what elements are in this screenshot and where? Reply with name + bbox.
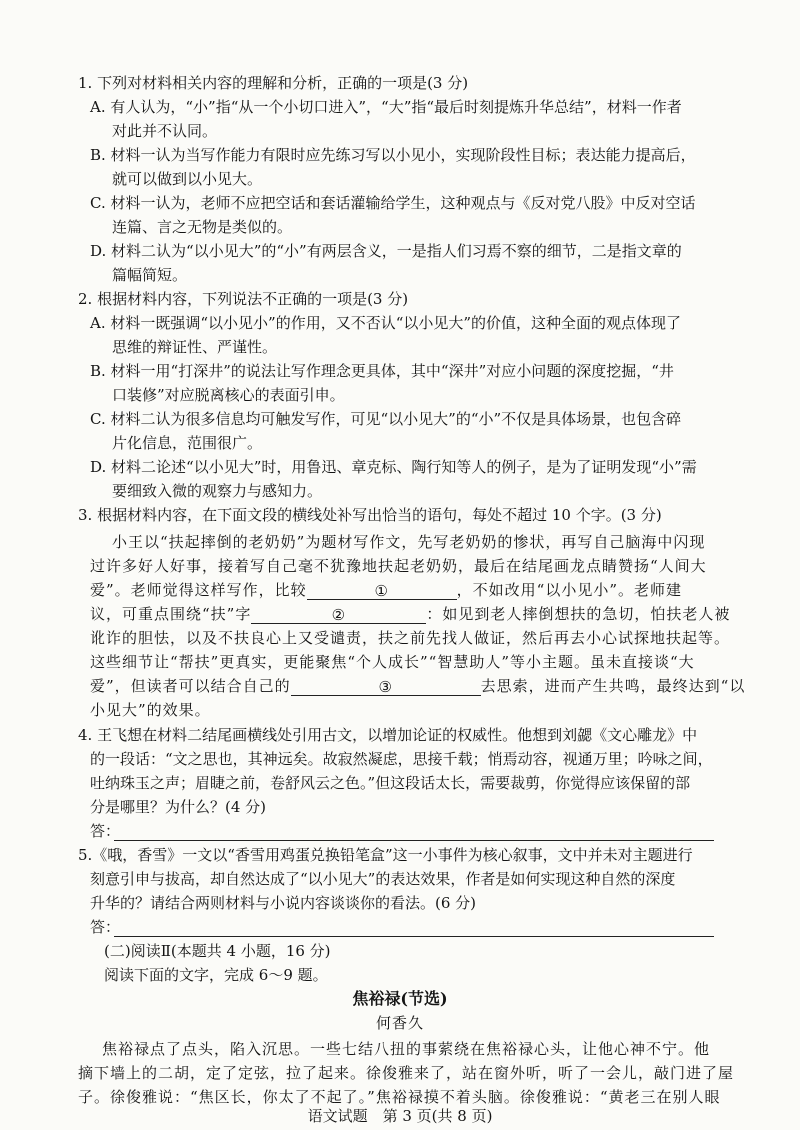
q1-stem: 1. 下列对材料相关内容的理解和分析，正确的一项是(3 分): [78, 74, 469, 92]
q5-line-1: 5.《哦，香雪》一文以“香雪用鸡蛋兑换铅笔盒”这一小事件为核心叙事，文中并未对主题进行: [78, 846, 693, 864]
q2-option-a-cont: 思维的辩证性、严谨性。: [112, 338, 278, 356]
section-heading: (二)阅读Ⅱ(本题共 4 小题，16 分): [104, 942, 331, 960]
q3-para-line-4: [90, 604, 730, 624]
passage-line-2: 摘下墙上的二胡，定了定弦，拉了起来。徐俊雅来了，站在窗外听，听了一会儿，敲门进了屋: [78, 1064, 735, 1082]
q3-para-line-6: 这些细节让“帮扶”更真实，更能聚焦“个人成长”“智慧助人”等小主题。虽未直接谈“大: [90, 653, 695, 671]
q4-answer-label: 答：: [90, 822, 121, 840]
passage-author: 何香久: [375, 1014, 424, 1032]
q2-option-a: A. 材料一既强调“以小见小”的作用，又不否认“以小见大”的价值，这种全面的观点体现了: [90, 314, 682, 332]
q1-option-d: D. 材料二认为“以小见大”的“小”有两层含义，一是指人们习焉不察的细节，二是指文章的: [90, 242, 682, 260]
q4-line-4: 分是哪里？为什么？(4 分): [90, 798, 267, 816]
q3-blank-2[interactable]: ②: [251, 605, 426, 624]
q5-line-3: 升华的？请结合两则材料与小说内容谈谈你的看法。(6 分): [90, 894, 477, 912]
q4-line-3: 吐纳珠玉之声；眉睫之前，卷舒风云之色。”但这段话太长，需要裁剪，你觉得应该保留的部: [90, 774, 691, 792]
q4-answer-line[interactable]: [114, 840, 714, 841]
q2-option-d: D. 材料二论述“以小见大”时，用鲁迅、章克标、陶行知等人的例子，是为了证明发现“小”需: [90, 458, 697, 476]
q3-para-line-7: [90, 676, 745, 696]
q2-option-b: B. 材料一用“打深井”的说法让写作理念更具体，其中“深井”对应小问题的深度挖掘，“井: [90, 362, 674, 380]
q3-line7-text-a: 爱”，但读者可以结合自己的: [90, 677, 291, 695]
section-instruction: 阅读下面的文字，完成 6～9 题。: [104, 966, 328, 984]
page-footer: 语文试题 第 3 页(共 8 页): [307, 1107, 493, 1125]
q5-answer-line[interactable]: [114, 936, 714, 937]
q3-para-line-3: [90, 580, 682, 600]
q3-para-line-2: 过许多好人好事，接着写自己毫不犹豫地扶起老奶奶，最后在结尾画龙点睛赞扬“人间大: [90, 557, 707, 575]
q2-option-c-cont: 片化信息，范围很广。: [112, 434, 263, 452]
passage-line-1: 焦裕禄点了点头，陷入沉思。一些七结八扭的事萦绕在焦裕禄心头，让他心神不宁。他: [102, 1040, 711, 1058]
q3-para-line-8: 小见大”的效果。: [90, 701, 211, 719]
q3-blank-3[interactable]: ③: [291, 677, 481, 696]
q3-para-line-5: 讹诈的胆怯，以及不扶良心上又受谴责，扶之前先找人做证，然后再去小心试探地扶起等。: [90, 629, 731, 647]
q5-line-2: 刻意引申与拔高，却自然达成了“以小见大”的表达效果，作者是如何实现这种自然的深度: [90, 870, 676, 888]
q3-line3-text-a: 爱”。老师觉得这样写作，比较: [90, 581, 307, 599]
q1-option-a-cont: 对此并不认同。: [112, 122, 218, 140]
q1-option-c-cont: 连篇、言之无物是类似的。: [112, 218, 293, 236]
q1-option-b: B. 材料一认为当写作能力有限时应先练习写以小见小，实现阶段性目标；表达能力提高后，: [90, 146, 696, 164]
q3-line4-text-b: ：如见到老人摔倒想扶的急切，怕扶老人被: [426, 605, 731, 623]
q4-line-1: 4. 王飞想在材料二结尾画横线处引用古文，以增加论证的权威性。他想到刘勰《文心雕龙》中: [78, 726, 698, 744]
q4-line-2: 的一段话：“文之思也，其神远矣。故寂然凝虑，思接千载；悄焉动容，视通万里；吟咏之间，: [90, 750, 713, 768]
q1-option-c: C. 材料一认为，老师不应把空话和套话灌输给学生，这种观点与《反对党八股》中反对空话: [90, 194, 696, 212]
q5-answer-label: 答：: [90, 918, 121, 936]
q3-stem: 3. 根据材料内容，在下面文段的横线处补写出恰当的语句，每处不超过 10 个字。(3 分): [78, 506, 662, 524]
q1-option-a: A. 有人认为，“小”指“从一个小切口进入”，“大”指“最后时刻提炼升华总结”，材料一作者: [90, 98, 682, 116]
passage-title: 焦裕禄(节选): [352, 989, 448, 1008]
q3-line3-text-b: ，不如改用“以小见小”。老师建: [456, 581, 683, 599]
q2-option-b-cont: 口装修”对应脱离核心的表面引申。: [112, 386, 345, 404]
q2-option-c: C. 材料二认为很多信息均可触发写作，可见“以小见大”的“小”不仅是具体场景，也包含碎: [90, 410, 682, 428]
q2-option-d-cont: 要细致入微的观察力与感知力。: [112, 482, 323, 500]
passage-line-3: 子。徐俊雅说：“焦区长，你太了不起了。”焦裕禄摸不着头脑。徐俊雅说：“黄老三在别人眼: [78, 1088, 721, 1106]
q3-blank-1[interactable]: ①: [307, 581, 457, 600]
q3-line7-text-b: 去思索，进而产生共鸣，最终达到“以: [480, 677, 746, 695]
q1-option-d-cont: 篇幅简短。: [112, 266, 188, 284]
q3-line4-text-a: 议，可重点围绕“扶”字: [90, 605, 252, 623]
q3-para-line-1: 小王以“扶起摔倒的老奶奶”为题材写作文，先写老奶奶的惨状，再写自己脑海中闪现: [112, 533, 706, 551]
q2-stem: 2. 根据材料内容，下列说法不正确的一项是(3 分): [78, 290, 409, 308]
q1-option-b-cont: 就可以做到以小见大。: [112, 170, 263, 188]
